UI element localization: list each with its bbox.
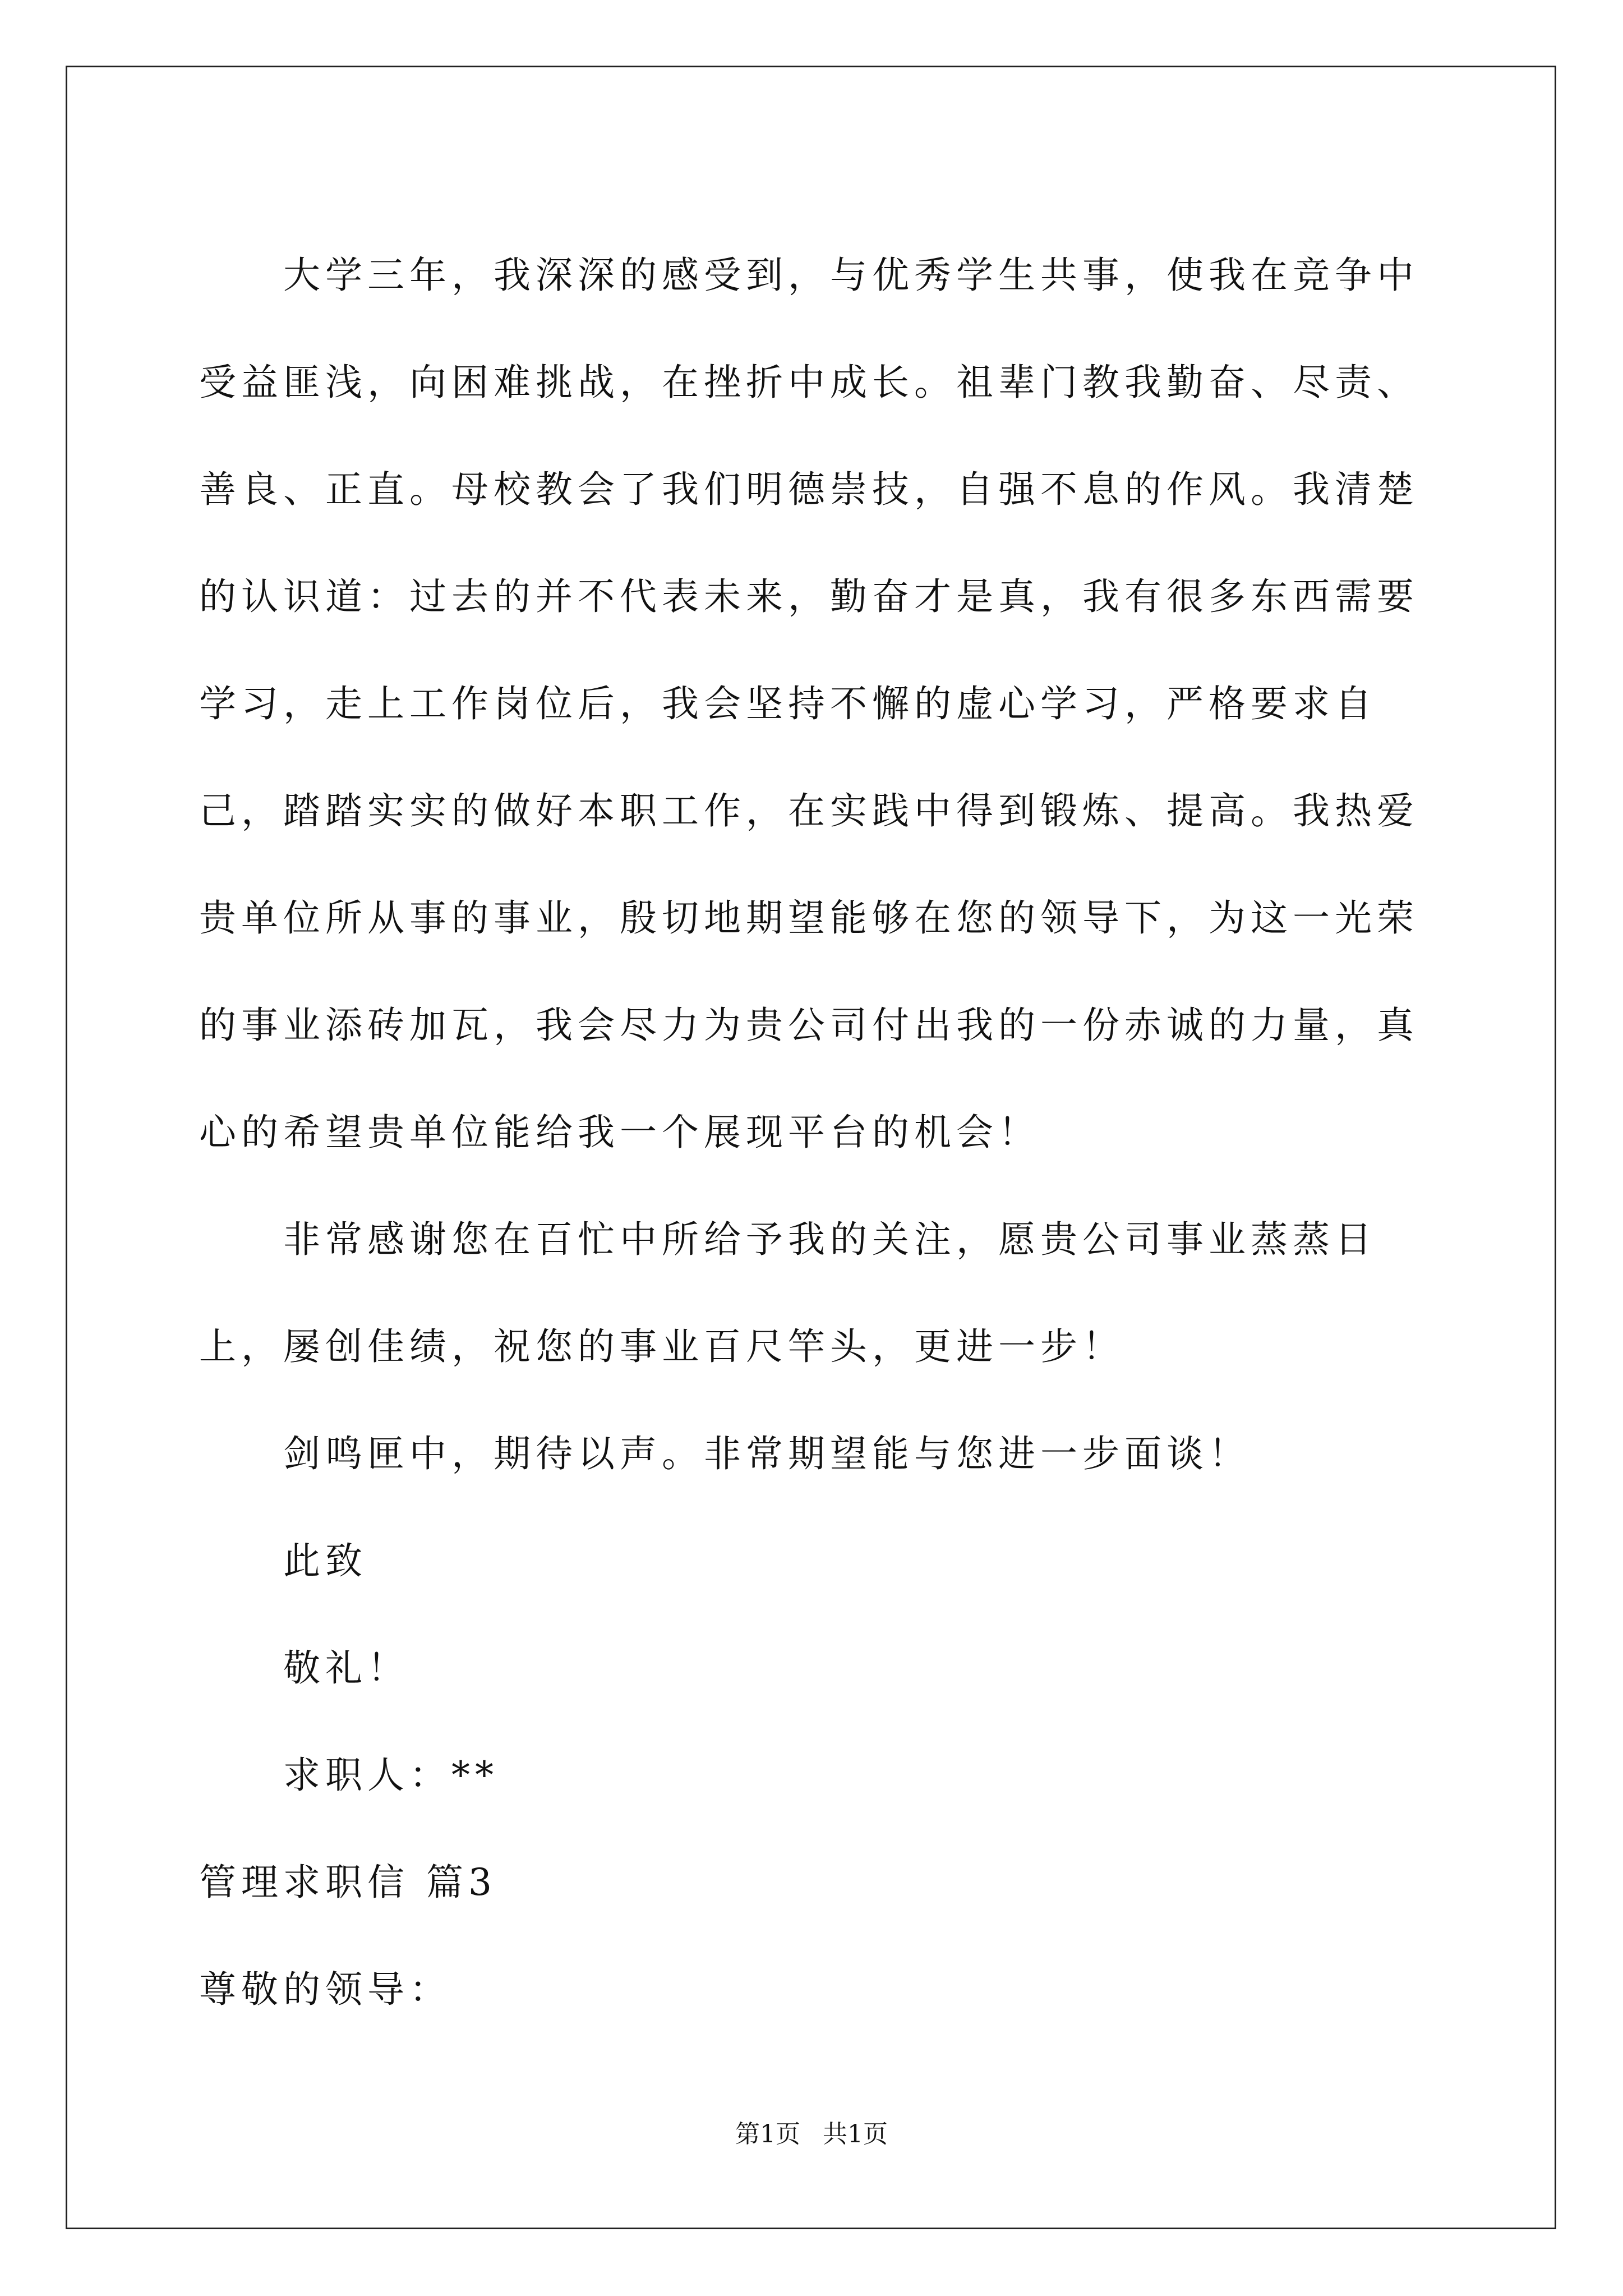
closing-line-2: 敬礼！ — [283, 1646, 409, 1690]
signature-line: 求职人：** — [283, 1754, 499, 1797]
page-number: 第1页 — [735, 2120, 800, 2148]
document-body — [199, 222, 1455, 2043]
body-paragraph-1: 大学三年，我深深的感受到，与优秀学生共事，使我在竞争中受益匪浅，向困难挑战，在挫折中成长。祖辈门教我勤奋、尽责、善良、正直。母校教会了我们明德崇技，自强不息的作风。我清楚的认识道：过去的并不代表未来，勤奋才是真，我有很多东西需要学习，走上工作岗位后，我会坚持不懈的虚心学习，严格要求自己，踏踏实实的做好本职工作，在实践中得到锻炼、提高。我热爱贵单位所从事的事业，殷切地期望能够在您的领导下，为这一光荣的事业添砖加瓦，我会尽力为贵公司付出我的一份赤诚的力量，真心的希望贵单位能给我一个展现平台的机会！ — [199, 254, 1419, 1154]
body-paragraph-2: 非常感谢您在百忙中所给予我的关注，愿贵公司事业蒸蒸日上，屡创佳绩，祝您的事业百尺竿头，更进一步！ — [199, 1218, 1377, 1368]
body-paragraph-3: 剑鸣匣中，期待以声。非常期望能与您进一步面谈！ — [283, 1432, 1251, 1475]
page-footer — [0, 2118, 1623, 2151]
section-heading: 管理求职信 篇3 — [199, 1861, 497, 1904]
closing-line-1: 此致 — [283, 1539, 367, 1582]
salutation: 尊敬的领导： — [199, 1968, 451, 2011]
page-total: 共1页 — [823, 2120, 888, 2148]
